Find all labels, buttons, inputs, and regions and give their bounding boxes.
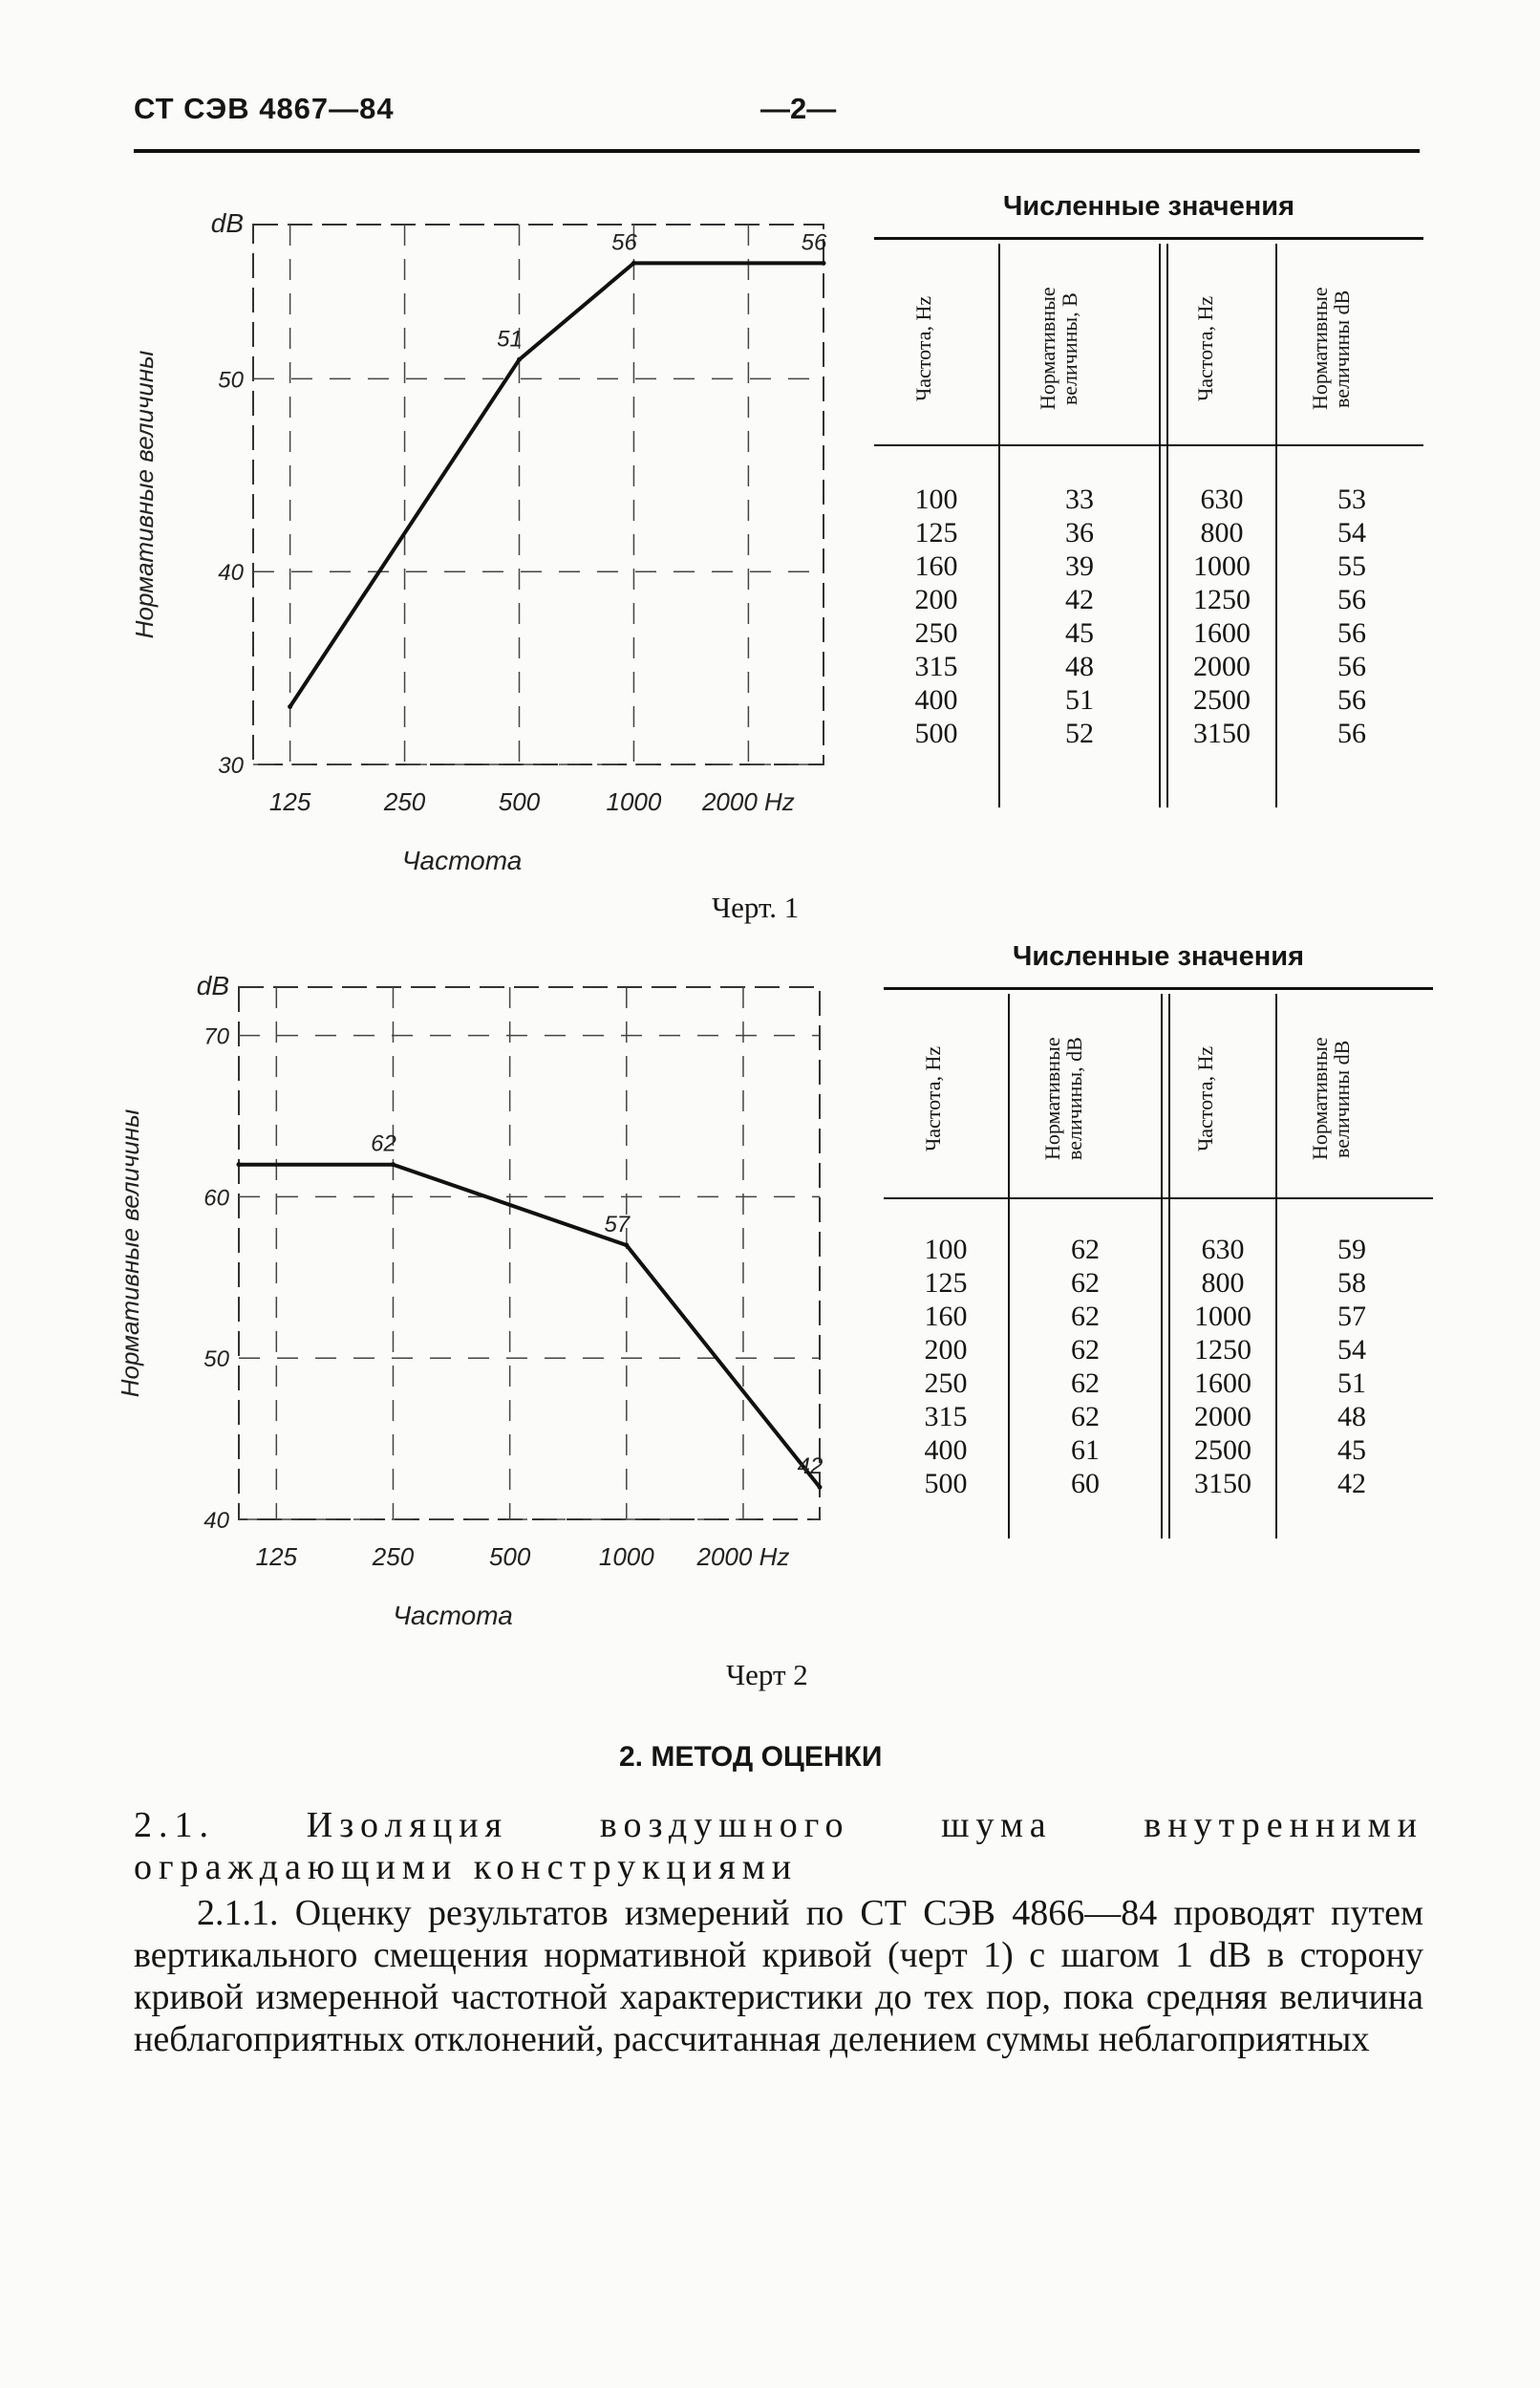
x-tick-label: 500: [498, 787, 541, 816]
table-1-val-cell: 56: [1337, 651, 1366, 682]
point-label: 51: [497, 326, 523, 353]
table-1-freq-cell: 315: [914, 651, 958, 682]
table-1-freq-cell: 800: [1200, 517, 1244, 549]
table-1-val-cell: 56: [1337, 718, 1366, 749]
curve-line: [290, 263, 823, 706]
table-2-divider-3: [1275, 994, 1277, 1538]
curve-point: [288, 704, 292, 709]
chart-2: [116, 960, 869, 1630]
table-2-freq-cell: 200: [924, 1334, 968, 1366]
table-1-freq-cell: 500: [914, 718, 958, 749]
y-unit-label: dB: [196, 971, 229, 1000]
table-1-freq-cell: 1000: [1193, 550, 1251, 582]
curve-point: [624, 1243, 629, 1248]
table-2-col-freq-left: [884, 1233, 1008, 1500]
table-2-val-cell: 42: [1337, 1468, 1366, 1499]
y-tick-label: 60: [203, 1185, 229, 1212]
table-1-col-val-left: [1003, 483, 1156, 750]
table-2-col-freq-right: [1170, 1233, 1275, 1500]
table-1: [874, 191, 1423, 812]
table-2-freq-cell: 315: [924, 1401, 968, 1432]
table-1-divider-1: [998, 244, 1000, 807]
curve-point: [818, 1485, 823, 1490]
plot-frame: [253, 225, 823, 764]
y-tick-label: 50: [218, 367, 244, 394]
curve-point: [391, 1162, 396, 1167]
table-1-val-cell: 48: [1065, 651, 1094, 682]
curve-point: [822, 261, 826, 266]
table-2-val-cell: 59: [1337, 1234, 1366, 1265]
x-axis-label: Частота: [401, 846, 523, 875]
x-tick-label: 250: [383, 787, 426, 816]
table-2-freq-cell: 3150: [1194, 1468, 1251, 1499]
point-label: 57: [604, 1212, 631, 1238]
table-2-header-freq-left: Частота, Hz: [921, 1045, 945, 1152]
table-1-val-cell: 56: [1337, 684, 1366, 716]
x-tick-label: 125: [268, 787, 311, 816]
table-2-freq-cell: 125: [924, 1267, 968, 1299]
table-2-val-cell: 62: [1071, 1301, 1100, 1332]
y-tick-label: 40: [218, 560, 244, 587]
standard-code: СТ СЭВ 4867—84: [134, 92, 395, 125]
point-label: 62: [371, 1130, 396, 1157]
table-1-head-rule: [874, 444, 1423, 446]
plot-frame: [239, 987, 820, 1519]
y-axis-label: Нормативные величины: [130, 350, 159, 639]
header-rule: [134, 149, 1420, 153]
table-2-freq-cell: 400: [924, 1434, 968, 1466]
curve-line: [239, 1165, 820, 1488]
x-tick-label: 500: [488, 1542, 531, 1571]
table-1-val-cell: 55: [1337, 550, 1366, 582]
subsection-title: 2.1. Изоляция воздушного шума внутренними ограждающими конструкциями: [134, 1805, 1423, 1887]
table-2-freq-cell: 160: [924, 1301, 968, 1332]
figure-2-caption: Черт 2: [726, 1658, 808, 1691]
table-1-title: Численные значения: [1002, 191, 1295, 222]
table-2-freq-cell: 1250: [1194, 1334, 1251, 1366]
x-tick-label: 2000 Hz: [696, 1542, 790, 1571]
table-2-val-cell: 62: [1071, 1334, 1100, 1366]
table-2-freq-cell: 500: [924, 1468, 968, 1499]
table-1-val-cell: 45: [1065, 617, 1094, 649]
x-tick-label: 250: [372, 1542, 415, 1571]
body-paragraph: 2.1.1. Оценку результатов измерений по СТ СЭВ 4866—84 проводят путем вертикального смещения нормативной кривой (черт 1) с шагом 1 dB в сторону кривой измеренной частотной характеристики до тех пор, пока средняя величина неблагоприятных отклонений, рассчитанная делением суммы неблагоприятных: [134, 1893, 1423, 2059]
table-1-val-cell: 33: [1065, 484, 1094, 515]
table-1-freq-cell: 125: [914, 517, 958, 549]
y-tick-label: 70: [203, 1023, 229, 1050]
table-1-val-cell: 54: [1337, 517, 1366, 549]
table-2-header-freq-right: Частота, Hz: [1193, 1045, 1217, 1152]
point-label: 42: [797, 1453, 823, 1480]
table-1-freq-cell: 400: [914, 684, 958, 716]
table-1-top-rule: [874, 237, 1423, 240]
table-2-val-cell: 60: [1071, 1468, 1100, 1499]
curve-point: [237, 1162, 242, 1167]
page-header: [134, 92, 1420, 159]
x-tick-label: 125: [255, 1542, 298, 1571]
table-1-freq-cell: 630: [1200, 484, 1244, 515]
x-tick-label: 1000: [606, 787, 662, 816]
table-1-divider-3: [1275, 244, 1277, 807]
table-2-title: Численные значения: [1012, 941, 1305, 972]
chart-1: [130, 205, 869, 875]
table-1-col-freq-left: [874, 483, 998, 750]
table-2-val-cell: 48: [1337, 1401, 1366, 1432]
table-1-divider-2: [1159, 244, 1161, 807]
table-1-val-cell: 36: [1065, 517, 1094, 549]
section-title: 2. МЕТОД ОЦЕНКИ: [619, 1741, 883, 1773]
y-tick-label: 40: [203, 1508, 229, 1534]
table-1-freq-cell: 200: [914, 584, 958, 615]
table-2-val-cell: 54: [1337, 1334, 1366, 1366]
table-2-freq-cell: 2500: [1194, 1434, 1251, 1466]
table-2-col-val-left: [1013, 1233, 1158, 1500]
table-1-header-freq-left: Частота, Hz: [911, 295, 935, 402]
table-2-freq-cell: 2000: [1194, 1401, 1251, 1432]
table-2-val-cell: 45: [1337, 1434, 1366, 1466]
table-1-val-cell: 51: [1065, 684, 1094, 716]
table-1-freq-cell: 1600: [1193, 617, 1251, 649]
y-tick-label: 50: [203, 1346, 229, 1373]
table-2-freq-cell: 630: [1201, 1234, 1245, 1265]
table-1-header-val-right: Нормативные величины dB: [1308, 287, 1355, 411]
table-2-freq-cell: 100: [924, 1234, 968, 1265]
point-label: 56: [611, 229, 637, 256]
point-label: 56: [801, 229, 827, 256]
curve-point: [517, 357, 522, 362]
table-2-val-cell: 62: [1071, 1367, 1100, 1399]
curve-point: [631, 261, 636, 266]
table-2-header-val-left: Нормативные величины, dB: [1040, 1037, 1087, 1161]
table-1-val-cell: 52: [1065, 718, 1094, 749]
x-tick-label: 1000: [598, 1542, 654, 1571]
y-axis-label: Нормативные величины: [116, 1108, 144, 1398]
table-2-freq-cell: 1600: [1194, 1367, 1251, 1399]
table-1-val-cell: 42: [1065, 584, 1094, 615]
table-1-col-val-right: [1280, 483, 1423, 750]
table-2-val-cell: 62: [1071, 1234, 1100, 1265]
table-2-col-val-right: [1280, 1233, 1423, 1500]
table-2-val-cell: 62: [1071, 1401, 1100, 1432]
table-1-val-cell: 53: [1337, 484, 1366, 515]
table-2: [884, 941, 1433, 1562]
table-2-val-cell: 51: [1337, 1367, 1366, 1399]
table-2-val-cell: 58: [1337, 1267, 1366, 1299]
table-1-val-cell: 56: [1337, 584, 1366, 615]
table-2-val-cell: 62: [1071, 1267, 1100, 1299]
table-1-freq-cell: 100: [914, 484, 958, 515]
y-tick-label: 30: [218, 753, 244, 779]
y-unit-label: dB: [210, 208, 244, 238]
table-2-head-rule: [884, 1197, 1433, 1199]
table-1-freq-cell: 2500: [1193, 684, 1251, 716]
table-1-freq-cell: 3150: [1193, 718, 1251, 749]
table-2-val-cell: 57: [1337, 1301, 1366, 1332]
page-number: —2—: [760, 92, 837, 125]
table-1-freq-cell: 2000: [1193, 651, 1251, 682]
table-2-divider-1: [1008, 994, 1010, 1538]
table-2-val-cell: 61: [1071, 1434, 1100, 1466]
table-1-header-val-left: Нормативные величины, В: [1036, 287, 1082, 411]
table-1-header-freq-right: Частота, Hz: [1193, 295, 1217, 402]
table-1-col-freq-right: [1168, 483, 1275, 750]
table-2-freq-cell: 1000: [1194, 1301, 1251, 1332]
table-1-freq-cell: 160: [914, 550, 958, 582]
table-2-header-val-right: Нормативные величины dB: [1308, 1037, 1355, 1161]
table-2-top-rule: [884, 987, 1433, 990]
table-1-freq-cell: 250: [914, 617, 958, 649]
table-2-freq-cell: 250: [924, 1367, 968, 1399]
table-1-val-cell: 39: [1065, 550, 1094, 582]
table-2-freq-cell: 800: [1201, 1267, 1245, 1299]
figure-1-caption: Черт. 1: [712, 891, 800, 924]
x-axis-label: Частота: [393, 1601, 513, 1630]
x-tick-label: 2000 Hz: [701, 787, 795, 816]
table-2-divider-2: [1161, 994, 1163, 1538]
table-1-freq-cell: 1250: [1193, 584, 1251, 615]
table-1-val-cell: 56: [1337, 617, 1366, 649]
